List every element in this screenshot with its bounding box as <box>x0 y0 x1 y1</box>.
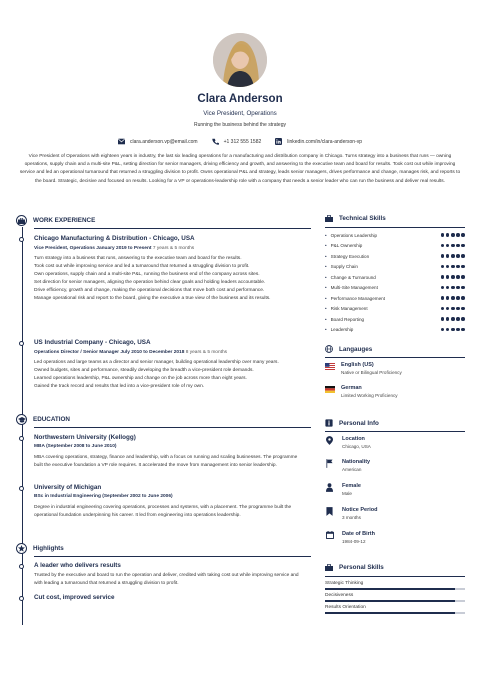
rating-dot <box>461 254 465 258</box>
rating-dot <box>451 275 455 279</box>
skill-label: • Performance Management <box>325 296 385 301</box>
school-title-1: Northwestern University (Kellogg) <box>34 434 136 441</box>
list-item: Turn strategy into a business that runs, answering to the executive team and board for the results. <box>34 256 242 261</box>
timeline-dot <box>19 486 24 491</box>
skill-label: • Supply Chain <box>325 264 358 269</box>
school-title-2: University of Michigan <box>34 484 102 491</box>
skill-row <box>325 326 465 334</box>
rating-dot <box>451 317 455 321</box>
contact-linkedin[interactable] <box>275 138 362 145</box>
list-item: Gained the track record and results that led into a vice-president role of my own. <box>34 384 205 389</box>
job-sub-2: Operations Director / Senior Manager July 2010 to December 2018 8 years & 5 months <box>34 350 228 355</box>
candidate-role: Vice President, Operations <box>203 110 277 117</box>
highlight-text-1: Trusted by the executive and board to run the operation and deliver, credited with taking cost out while improving service and with leading a turnaround that returned a struggling division to profit. <box>34 573 299 586</box>
rating-dot <box>451 254 455 258</box>
rating-dot <box>461 317 465 321</box>
rating-dot <box>461 296 465 300</box>
de-flag-icon <box>325 386 335 393</box>
job-sub-1: Vice President, Operations January 2019 to Present 7 years & 5 months <box>34 246 195 251</box>
skill-bar-fill <box>325 600 455 602</box>
candidate-name: Clara Anderson <box>197 93 283 105</box>
rating-dot <box>451 296 455 300</box>
skill-row <box>325 284 465 292</box>
info-location: Location Chicago, USA <box>325 436 465 449</box>
education-heading: EDUCATION <box>16 414 70 425</box>
rating-dot <box>446 328 450 332</box>
timeline-dot <box>19 596 24 601</box>
timeline-dot <box>19 436 24 441</box>
rating-dot <box>451 307 455 311</box>
job-title-2: US Industrial Company - Chicago, USA <box>34 339 151 346</box>
rating-dot <box>461 286 465 290</box>
contact-bar <box>0 138 480 145</box>
school-text-2: Degree in industrial engineering covering operations, processes and systems, with a placement. The programme built the operational foundation underpinning his career. It led from engineering into operations leadership. <box>34 505 292 518</box>
rating-dot <box>446 286 450 290</box>
rating-dot <box>456 286 460 290</box>
personal-skill-label: Results Orientation <box>325 605 366 610</box>
job-title-1: Chicago Manufacturing & Distribution - Chicago, USA <box>34 235 195 242</box>
rating-dot <box>451 328 455 332</box>
skill-label: • Risk Management <box>325 306 368 311</box>
technical-rule <box>325 227 465 228</box>
rating-dot <box>446 317 450 321</box>
skill-row <box>325 273 465 281</box>
languages-rule <box>325 357 465 358</box>
calendar-icon <box>326 531 334 539</box>
list-item: Took cost out while improving service and led a turnaround that returned a struggling division to profit. <box>34 264 250 269</box>
skill-rating <box>441 296 465 300</box>
rating-dot <box>446 307 450 311</box>
rating-dot <box>446 244 450 248</box>
rating-dot <box>441 233 445 237</box>
phone-text: +1 312 555 1582 <box>223 138 262 145</box>
rating-dot <box>441 275 445 279</box>
rating-dot <box>461 275 465 279</box>
flag-icon <box>326 459 333 468</box>
linkedin-icon <box>275 138 282 145</box>
phone-icon <box>212 138 219 145</box>
personal-info-rule <box>325 431 465 432</box>
info-gender: Female Male <box>325 483 465 496</box>
us-flag-icon <box>325 363 335 370</box>
list-item: Drive efficiency, growth and change, making the operational decisions that move both cost and performance. <box>34 288 265 293</box>
list-item: Set direction for senior managers, aligning the operation behind clear goals and holding leaders accountable. <box>34 280 266 285</box>
personal-skill <box>325 593 465 602</box>
rating-dot <box>456 265 460 269</box>
info-date-of-birth: Date of Birth 1984-09-12 <box>325 531 465 544</box>
highlights-rule <box>34 556 311 557</box>
pin-icon <box>326 436 333 445</box>
tagline: Running the business behind the strategy <box>193 122 286 128</box>
school-sub-1: MBA (September 2008 to June 2010) <box>34 444 117 449</box>
rating-dot <box>456 233 460 237</box>
profile-summary: Vice President of Operations with eighteen years in industry, the last six leading operations for a manufacturing and distribution company in Chicago. Turns strategy into a business that runs — owning operations, supply chain and a multi-site P&L, setting direction for senior managers, driving efficiency and growth, and answering to the executive team and board for results. Took cost out while improving service and led an operational turnaround that returned a struggling division to profit. Owns operational P&L and strategy, leads senior managers, drives performance and change, manages risk, and reports to the board. Strategic, decisive and focused on results. Looking for a VP or operations-leadership role with a company that needs a senior leader who can run the business and deliver real results. <box>19 154 461 184</box>
rating-dot <box>446 296 450 300</box>
skill-label: • Leadership <box>325 327 353 332</box>
skill-bar <box>325 588 465 590</box>
skill-rating <box>441 275 465 279</box>
school-text-1: MBA covering operations, strategy, finance and leadership, with a focus on running and scaling businesses. The programme built the executive foundation a VP role requires. It accelerated the move from management into senior leadership. <box>34 455 298 468</box>
timeline-dot <box>19 564 24 569</box>
rating-dot <box>451 244 455 248</box>
job-bullets-2 <box>34 359 306 391</box>
timeline-dot <box>19 237 24 242</box>
rating-dot <box>441 328 445 332</box>
personal-info-heading: Personal Info <box>325 419 379 427</box>
rating-dot <box>441 265 445 269</box>
contact-phone[interactable] <box>212 138 262 145</box>
personal-skill-label: Decisiveness <box>325 593 354 598</box>
timeline-dot <box>19 341 24 346</box>
skill-label: • P&L Ownership <box>325 243 362 248</box>
highlight-title-2: Cut cost, improved service <box>34 594 115 601</box>
rating-dot <box>441 244 445 248</box>
skill-bar <box>325 612 465 614</box>
rating-dot <box>451 286 455 290</box>
skill-rating <box>441 265 465 269</box>
skill-rating <box>441 254 465 258</box>
rating-dot <box>456 254 460 258</box>
skill-row <box>325 294 465 302</box>
rating-dot <box>461 328 465 332</box>
skill-rating <box>441 307 465 311</box>
skill-bar <box>325 600 465 602</box>
rating-dot <box>461 233 465 237</box>
personal-skill <box>325 581 465 590</box>
skill-row <box>325 242 465 250</box>
rating-dot <box>456 275 460 279</box>
languages-heading: Langauges <box>325 345 372 353</box>
skill-label: • Change & Turnaround <box>325 275 376 280</box>
contact-email[interactable] <box>118 138 198 145</box>
skill-rating <box>441 286 465 290</box>
experience-rule <box>34 228 311 229</box>
highlights-heading: Highlights <box>16 543 64 554</box>
profile-photo <box>213 33 267 87</box>
email-text: clara.anderson.vp@email.com <box>129 138 198 145</box>
personal-skills-rule <box>325 576 465 577</box>
briefcase-icon <box>325 564 333 571</box>
skill-rating <box>441 244 465 248</box>
rating-dot <box>446 233 450 237</box>
school-sub-2: BSc in Industrial Engineering (September 2002 to June 2006) <box>34 494 173 499</box>
experience-heading: WORK EXPERIENCE <box>16 215 95 226</box>
skill-row <box>325 252 465 260</box>
personal-skill <box>325 605 465 614</box>
skill-rating <box>441 233 465 237</box>
bookmark-icon <box>326 507 333 516</box>
list-item: Own operations, supply chain and a multi-site P&L, running the business end of the company across sites. <box>34 272 260 277</box>
rating-dot <box>446 275 450 279</box>
rating-dot <box>446 265 450 269</box>
skill-label: • Operations Leadership <box>325 233 377 238</box>
skill-rating <box>441 328 465 332</box>
highlight-title-1: A leader who delivers results <box>34 562 121 569</box>
graduation-cap-icon <box>16 414 27 425</box>
email-icon <box>118 138 125 145</box>
rating-dot <box>456 244 460 248</box>
personal-skill-label: Strategic Thinking <box>325 581 364 586</box>
skill-label: • Strategy Execution <box>325 254 369 259</box>
info-notice-period: Notice Period 3 months <box>325 507 465 520</box>
skill-row <box>325 263 465 271</box>
rating-dot <box>451 265 455 269</box>
rating-dot <box>441 307 445 311</box>
rating-dot <box>456 328 460 332</box>
skill-row <box>325 231 465 239</box>
rating-dot <box>461 265 465 269</box>
skill-row <box>325 315 465 323</box>
list-item: Manage operational risk and report to the board, giving the executive a true view of the business and its results. <box>34 296 271 301</box>
rating-dot <box>441 296 445 300</box>
rating-dot <box>456 296 460 300</box>
rating-dot <box>461 244 465 248</box>
rating-dot <box>461 307 465 311</box>
skill-bar-fill <box>325 588 455 590</box>
rating-dot <box>441 317 445 321</box>
language-english: English (US) Native or Bilingual Proficiency <box>325 362 465 375</box>
linkedin-text: linkedin.com/in/clara-anderson-vp <box>287 138 363 145</box>
technical-skills-heading: Technical Skills <box>325 215 386 222</box>
personal-skills-heading: Personal Skills <box>325 564 384 571</box>
globe-icon <box>325 345 333 353</box>
rating-dot <box>446 254 450 258</box>
rating-dot <box>456 307 460 311</box>
rating-dot <box>451 233 455 237</box>
info-nationality: Nationality American <box>325 459 465 472</box>
language-german: German Limited Working Proficiency <box>325 385 465 398</box>
briefcase-icon <box>16 215 27 226</box>
skill-bar-fill <box>325 612 455 614</box>
rating-dot <box>441 286 445 290</box>
rating-dot <box>456 317 460 321</box>
skill-row <box>325 305 465 313</box>
briefcase-icon <box>325 215 333 222</box>
list-item: Owned budgets, sites and performance, steadily developing the breadth a vice-president role demands. <box>34 368 254 373</box>
skill-label: • Board Reporting <box>325 317 364 322</box>
list-item: Led operations and large teams as a director and senior manager, building operational leadership over many years. <box>34 360 279 365</box>
rating-dot <box>441 254 445 258</box>
list-item: Learned operations leadership, P&L ownership and change on the job across more than eight years. <box>34 376 247 381</box>
education-rule <box>34 427 311 428</box>
person-icon <box>326 483 333 492</box>
star-icon <box>16 543 27 554</box>
skill-rating <box>441 317 465 321</box>
info-icon <box>325 419 333 427</box>
job-bullets-1 <box>34 255 306 303</box>
skill-label: • Multi-Site Management <box>325 285 378 290</box>
